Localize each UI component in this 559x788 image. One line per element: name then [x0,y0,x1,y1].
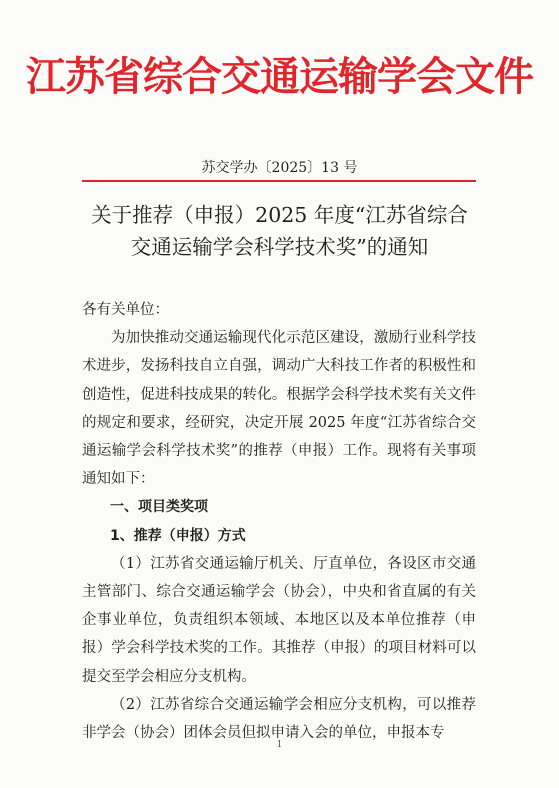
title-line-2: 交通运输学会科学技术奖”的通知 [130,235,429,259]
intro-paragraph: 为加快推动交通运输现代化示范区建设，激励行业科学技术进步，发扬科技自立自强，调动广大科技工作者的积极性和创造性，促进科技成果的转化。根据学会科学技术奖有关文件的规定和要求，经研究，决定开展 2025 年度“江苏省综合交通运输学会科学技术奖”的推荐（申报）工作。现将有关事项通知如下： [82,330,476,488]
title-line-1: 关于推荐（申报）2025 年度“江苏省综合 [91,203,468,227]
page-number: 1 [276,740,283,750]
document-body [82,296,476,747]
salutation: 各有关单位： [82,302,169,318]
document-header: 江苏省综合交通运输学会文件 [26,53,533,100]
document-number: 苏交学办〔2025〕13 号 [201,160,358,176]
header-red-rule [82,180,476,182]
subsection-heading: 1、推荐（申报）方式 [110,527,246,544]
section-heading: 一、项目类奖项 [110,499,208,516]
document-title [0,199,559,263]
item-paragraph-2: （2）江苏省综合交通运输学会相应分支机构，可以推荐非学会（协会）团体会员但拟申请入会的单位，申报本专 [82,696,476,742]
item-paragraph-1: （1）江苏省交通运输厅机关、厅直单位，各设区市交通主管部门、综合交通运输学会（协会），中央和省直属的有关企事业单位，负责组织本领域、本地区以及本单位推荐（申报）学会科学技术奖的工作。其推荐（申报）的项目材料可以提交至学会相应分支机构。 [82,555,476,685]
